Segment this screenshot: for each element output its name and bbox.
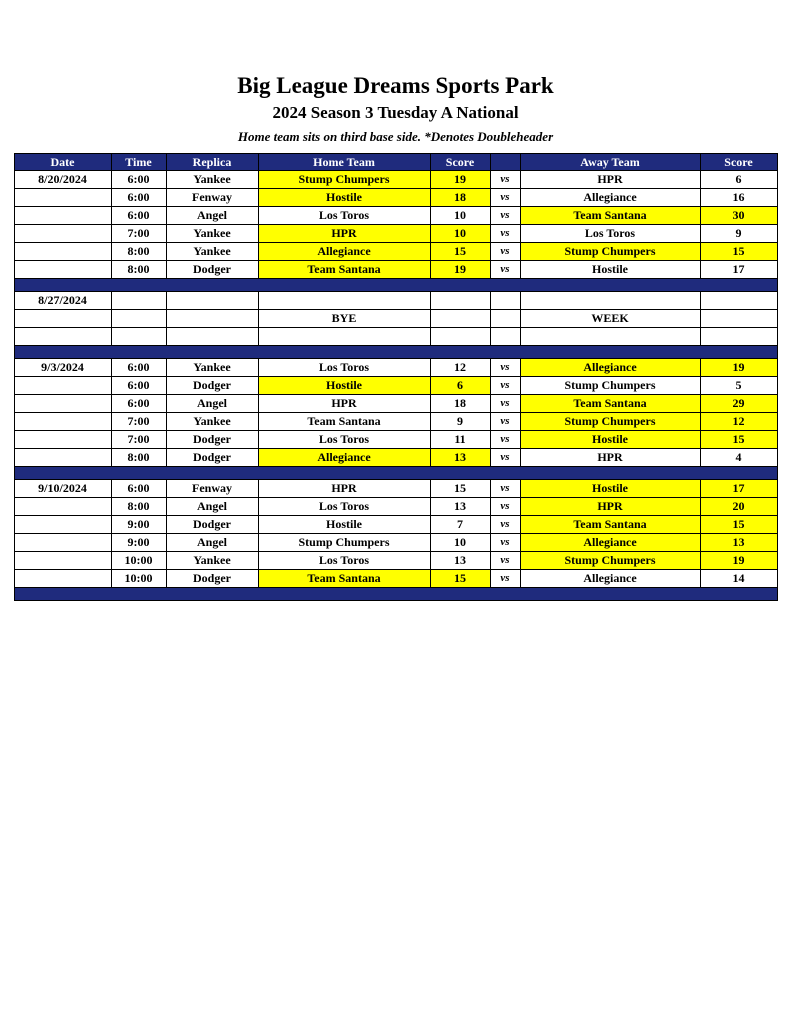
cell-home-team: Los Toros: [258, 431, 430, 449]
cell-time: 7:00: [111, 413, 166, 431]
cell-away-team: Allegiance: [520, 359, 700, 377]
cell-replica: Angel: [166, 534, 258, 552]
cell-time: 10:00: [111, 552, 166, 570]
cell-home-score: 15: [430, 480, 490, 498]
cell-time: 8:00: [111, 261, 166, 279]
cell-time: 7:00: [111, 225, 166, 243]
cell-replica: Angel: [166, 207, 258, 225]
cell-home-score: 13: [430, 498, 490, 516]
cell-away-team: Hostile: [520, 480, 700, 498]
game-row: [14, 328, 777, 346]
cell-away-team: Team Santana: [520, 207, 700, 225]
cell-home-score: 10: [430, 225, 490, 243]
game-row: [14, 292, 777, 310]
cell-vs: vs: [490, 516, 520, 534]
section-separator: [14, 346, 777, 359]
game-row: [14, 413, 777, 431]
cell-away-score: 16: [700, 189, 777, 207]
cell-date: [14, 261, 111, 279]
cell-date: [14, 189, 111, 207]
game-row: [14, 480, 777, 498]
cell-replica: Dodger: [166, 449, 258, 467]
cell-vs: vs: [490, 171, 520, 189]
cell-date: [14, 243, 111, 261]
cell-date: 8/27/2024: [14, 292, 111, 310]
cell-home-score: 18: [430, 189, 490, 207]
cell-away-score: 17: [700, 480, 777, 498]
cell-home-team: [258, 328, 430, 346]
cell-time: 10:00: [111, 570, 166, 588]
cell-replica: [166, 310, 258, 328]
cell-away-score: 6: [700, 171, 777, 189]
cell-away-score: 15: [700, 243, 777, 261]
cell-away-score: 17: [700, 261, 777, 279]
cell-home-score: 18: [430, 395, 490, 413]
cell-vs: vs: [490, 431, 520, 449]
cell-home-score: 12: [430, 359, 490, 377]
header-home-score: Score: [430, 154, 490, 171]
cell-away-score: [700, 310, 777, 328]
cell-time: 8:00: [111, 449, 166, 467]
cell-away-team: Stump Chumpers: [520, 413, 700, 431]
cell-away-team: HPR: [520, 171, 700, 189]
cell-home-score: 11: [430, 431, 490, 449]
cell-date: [14, 534, 111, 552]
cell-time: 6:00: [111, 377, 166, 395]
cell-vs: vs: [490, 261, 520, 279]
game-row: [14, 395, 777, 413]
cell-time: 8:00: [111, 498, 166, 516]
schedule-body: [14, 171, 777, 601]
cell-date: [14, 449, 111, 467]
separator-bar: [14, 346, 777, 359]
cell-away-team: Allegiance: [520, 570, 700, 588]
cell-away-team: [520, 292, 700, 310]
cell-time: [111, 310, 166, 328]
cell-time: 6:00: [111, 480, 166, 498]
cell-home-team: BYE: [258, 310, 430, 328]
header-home-team: Home Team: [258, 154, 430, 171]
section-separator: [14, 279, 777, 292]
cell-home-score: 15: [430, 243, 490, 261]
game-row: [14, 570, 777, 588]
cell-home-team: Allegiance: [258, 243, 430, 261]
page-subtitle: 2024 Season 3 Tuesday A National: [272, 103, 519, 122]
cell-vs: vs: [490, 570, 520, 588]
cell-home-score: [430, 292, 490, 310]
game-row: [14, 261, 777, 279]
cell-replica: [166, 328, 258, 346]
cell-home-team: Los Toros: [258, 359, 430, 377]
separator-bar: [14, 588, 777, 601]
cell-away-score: 15: [700, 516, 777, 534]
cell-time: 7:00: [111, 431, 166, 449]
cell-vs: vs: [490, 498, 520, 516]
cell-vs: vs: [490, 225, 520, 243]
cell-home-score: 10: [430, 534, 490, 552]
cell-away-team: [520, 328, 700, 346]
cell-vs: vs: [490, 189, 520, 207]
cell-time: 6:00: [111, 395, 166, 413]
cell-date: [14, 310, 111, 328]
cell-time: 6:00: [111, 359, 166, 377]
cell-replica: Angel: [166, 498, 258, 516]
cell-home-score: 13: [430, 449, 490, 467]
cell-replica: Yankee: [166, 171, 258, 189]
game-row: [14, 243, 777, 261]
cell-away-score: 12: [700, 413, 777, 431]
cell-home-team: Los Toros: [258, 498, 430, 516]
game-row: [14, 171, 777, 189]
cell-away-score: 19: [700, 359, 777, 377]
cell-home-team: [258, 292, 430, 310]
game-row: [14, 449, 777, 467]
header-vs: [490, 154, 520, 171]
cell-home-team: HPR: [258, 480, 430, 498]
cell-home-score: 19: [430, 171, 490, 189]
cell-replica: [166, 292, 258, 310]
game-row: [14, 516, 777, 534]
cell-time: 6:00: [111, 189, 166, 207]
cell-replica: Dodger: [166, 431, 258, 449]
cell-away-team: Allegiance: [520, 534, 700, 552]
game-row: [14, 431, 777, 449]
cell-date: [14, 377, 111, 395]
cell-away-score: 9: [700, 225, 777, 243]
cell-away-score: 19: [700, 552, 777, 570]
cell-home-team: HPR: [258, 225, 430, 243]
cell-away-team: WEEK: [520, 310, 700, 328]
cell-date: 8/20/2024: [14, 171, 111, 189]
section-separator: [14, 467, 777, 480]
cell-away-team: Allegiance: [520, 189, 700, 207]
cell-date: [14, 225, 111, 243]
cell-vs: vs: [490, 480, 520, 498]
cell-away-score: 30: [700, 207, 777, 225]
cell-away-team: Stump Chumpers: [520, 552, 700, 570]
cell-date: [14, 207, 111, 225]
cell-vs: vs: [490, 377, 520, 395]
cell-away-score: 29: [700, 395, 777, 413]
cell-replica: Dodger: [166, 570, 258, 588]
cell-away-team: Stump Chumpers: [520, 377, 700, 395]
cell-time: 9:00: [111, 534, 166, 552]
game-row: [14, 189, 777, 207]
cell-home-team: Los Toros: [258, 207, 430, 225]
cell-home-team: Hostile: [258, 516, 430, 534]
cell-replica: Dodger: [166, 377, 258, 395]
cell-replica: Yankee: [166, 225, 258, 243]
game-row: [14, 359, 777, 377]
cell-replica: Yankee: [166, 359, 258, 377]
header-date: Date: [14, 154, 111, 171]
header-away-team: Away Team: [520, 154, 700, 171]
game-row: [14, 310, 777, 328]
cell-away-team: Stump Chumpers: [520, 243, 700, 261]
cell-away-score: 15: [700, 431, 777, 449]
cell-home-score: [430, 310, 490, 328]
cell-replica: Fenway: [166, 480, 258, 498]
cell-home-team: Los Toros: [258, 552, 430, 570]
cell-home-team: Hostile: [258, 189, 430, 207]
cell-home-score: 7: [430, 516, 490, 534]
cell-away-team: Hostile: [520, 431, 700, 449]
cell-date: [14, 552, 111, 570]
cell-home-score: 19: [430, 261, 490, 279]
cell-replica: Yankee: [166, 243, 258, 261]
cell-home-team: Team Santana: [258, 570, 430, 588]
cell-home-score: [430, 328, 490, 346]
cell-time: 6:00: [111, 171, 166, 189]
cell-time: 8:00: [111, 243, 166, 261]
cell-time: [111, 328, 166, 346]
cell-vs: [490, 310, 520, 328]
game-row: [14, 377, 777, 395]
cell-home-score: 6: [430, 377, 490, 395]
cell-vs: vs: [490, 534, 520, 552]
cell-away-score: [700, 328, 777, 346]
cell-date: [14, 328, 111, 346]
schedule-table: [14, 153, 778, 601]
game-row: [14, 534, 777, 552]
cell-vs: vs: [490, 243, 520, 261]
separator-bar: [14, 279, 777, 292]
cell-time: 6:00: [111, 207, 166, 225]
cell-vs: [490, 328, 520, 346]
game-row: [14, 552, 777, 570]
cell-away-score: 5: [700, 377, 777, 395]
cell-date: 9/10/2024: [14, 480, 111, 498]
cell-away-team: Hostile: [520, 261, 700, 279]
cell-replica: Fenway: [166, 189, 258, 207]
cell-replica: Dodger: [166, 516, 258, 534]
cell-replica: Yankee: [166, 413, 258, 431]
page-title: Big League Dreams Sports Park: [237, 73, 554, 98]
cell-away-team: HPR: [520, 449, 700, 467]
cell-home-score: 13: [430, 552, 490, 570]
cell-replica: Angel: [166, 395, 258, 413]
cell-away-team: HPR: [520, 498, 700, 516]
cell-date: [14, 570, 111, 588]
cell-home-team: Team Santana: [258, 413, 430, 431]
cell-vs: vs: [490, 413, 520, 431]
cell-time: 9:00: [111, 516, 166, 534]
game-row: [14, 207, 777, 225]
cell-date: [14, 431, 111, 449]
cell-away-score: 14: [700, 570, 777, 588]
cell-date: [14, 498, 111, 516]
cell-home-team: Stump Chumpers: [258, 171, 430, 189]
cell-home-team: Stump Chumpers: [258, 534, 430, 552]
cell-vs: [490, 292, 520, 310]
header-away-score: Score: [700, 154, 777, 171]
cell-vs: vs: [490, 359, 520, 377]
header-row: [14, 154, 777, 171]
cell-date: [14, 413, 111, 431]
cell-away-team: Team Santana: [520, 395, 700, 413]
cell-home-team: Allegiance: [258, 449, 430, 467]
cell-away-score: [700, 292, 777, 310]
cell-home-score: 10: [430, 207, 490, 225]
section-separator: [14, 588, 777, 601]
cell-away-score: 4: [700, 449, 777, 467]
cell-home-score: 9: [430, 413, 490, 431]
cell-away-team: Los Toros: [520, 225, 700, 243]
cell-replica: Dodger: [166, 261, 258, 279]
cell-vs: vs: [490, 207, 520, 225]
page-note: Home team sits on third base side. *Denotes Doubleheader: [237, 129, 554, 144]
cell-home-team: HPR: [258, 395, 430, 413]
cell-date: [14, 395, 111, 413]
cell-vs: vs: [490, 395, 520, 413]
cell-time: [111, 292, 166, 310]
cell-home-team: Team Santana: [258, 261, 430, 279]
cell-vs: vs: [490, 449, 520, 467]
separator-bar: [14, 467, 777, 480]
cell-date: 9/3/2024: [14, 359, 111, 377]
cell-away-score: 20: [700, 498, 777, 516]
header-replica: Replica: [166, 154, 258, 171]
cell-home-team: Hostile: [258, 377, 430, 395]
cell-vs: vs: [490, 552, 520, 570]
cell-away-score: 13: [700, 534, 777, 552]
cell-replica: Yankee: [166, 552, 258, 570]
game-row: [14, 225, 777, 243]
game-row: [14, 498, 777, 516]
header-time: Time: [111, 154, 166, 171]
cell-away-team: Team Santana: [520, 516, 700, 534]
cell-home-score: 15: [430, 570, 490, 588]
cell-date: [14, 516, 111, 534]
